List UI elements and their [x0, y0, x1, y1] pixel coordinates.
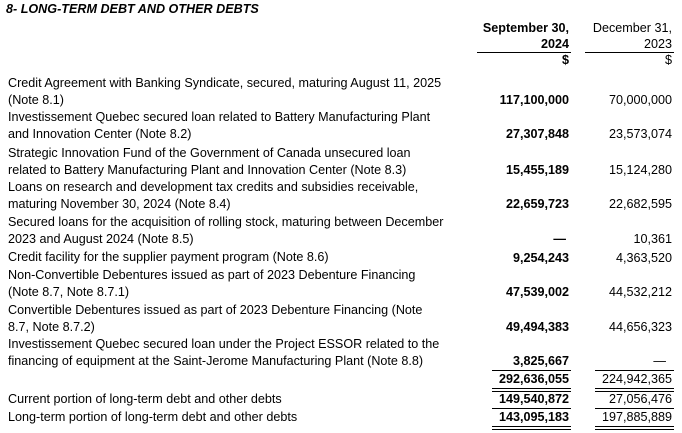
final-double-rule-previous-b [595, 429, 674, 430]
row-value-previous: 44,532,212 [608, 285, 672, 299]
row-value-previous: 44,656,323 [608, 320, 672, 334]
row-description-line: 2023 and August 2024 (Note 8.5) [8, 232, 194, 246]
total-double-rule-previous-a [595, 388, 674, 389]
row-description-line: Credit Agreement with Banking Syndicate, secured, maturing August 11, 2025 [8, 76, 442, 90]
row-description-line: maturing November 30, 2024 (Note 8.4) [8, 197, 231, 211]
column-header-previous-date: December 31, [592, 21, 672, 35]
row-description-line: Loans on research and development tax credits and subsidies receivable, [8, 180, 419, 194]
final-double-rule-current-a [492, 426, 571, 427]
row-description-line: Convertible Debentures issued as part of 2023 Debenture Financing (Note [8, 303, 423, 317]
row-description-line: Investissement Quebec secured loan related to Battery Manufacturing Plant [8, 110, 431, 124]
row-value-previous: 23,573,074 [608, 127, 672, 141]
row-description-line: Non-Convertible Debentures issued as part of 2023 Debenture Financing [8, 268, 416, 282]
row-value-previous: 15,124,280 [608, 163, 672, 177]
row-description-line: and Innovation Center (Note 8.2) [8, 127, 192, 141]
split-row-label: Long-term portion of long-term debt and other debts [8, 410, 298, 424]
total-value-previous: 224,942,365 [601, 372, 672, 386]
row-description [8, 75, 478, 109]
row-value-current: 9,254,243 [512, 251, 569, 265]
row-description [8, 302, 478, 336]
row-value-current: 47,539,002 [505, 285, 569, 299]
row-description-line: Strategic Innovation Fund of the Government of Canada unsecured loan [8, 146, 411, 160]
row-value-previous: 22,682,595 [608, 197, 672, 211]
row-description [8, 109, 478, 143]
row-value-previous: 10,361 [633, 232, 672, 246]
row-value-current: 22,659,723 [505, 197, 569, 211]
split-row-value-previous: 27,056,476 [608, 392, 672, 406]
row-description-line: related to Battery Manufacturing Plant and Innovation Center (Note 8.3) [8, 163, 407, 177]
row-value-previous: 4,363,520 [615, 251, 672, 265]
final-double-rule-previous-a [595, 426, 674, 427]
row-description [8, 267, 478, 301]
row-description-line: Investissement Quebec secured loan under the Project ESSOR related to the [8, 337, 440, 351]
row-description [8, 179, 478, 213]
column-header-previous-year: 2023 [643, 37, 672, 51]
row-value-previous: 70,000,000 [608, 93, 672, 107]
row-value-previous: — [653, 354, 666, 368]
row-description-line: (Note 8.7, Note 8.7.1) [8, 285, 130, 299]
column-header-previous-unit: $ [664, 53, 672, 67]
row-value-current: 117,100,000 [499, 93, 569, 107]
row-description-line: Secured loans for the acquisition of rolling stock, maturing between December [8, 215, 444, 229]
split-row-label: Current portion of long-term debt and other debts [8, 392, 282, 406]
column-header-current-date: September 30, [482, 21, 569, 35]
column-header-previous [593, 20, 672, 68]
row-description [8, 249, 478, 266]
split-row-value-current: 149,540,872 [498, 392, 569, 406]
row-description-line: (Note 8.1) [8, 93, 64, 107]
page-title: 8- LONG-TERM DEBT AND OTHER DEBTS [6, 2, 259, 16]
total-value-current: 292,636,055 [498, 372, 569, 386]
row-description-line: Credit facility for the supplier payment program (Note 8.6) [8, 250, 329, 264]
row-value-current: 3,825,667 [512, 354, 569, 368]
column-header-current-unit: $ [561, 53, 569, 67]
final-double-rule-current-b [492, 429, 571, 430]
total-double-rule-current-a [492, 388, 571, 389]
column-header-current-year: 2024 [540, 37, 569, 51]
row-value-current: 15,455,189 [505, 163, 569, 177]
row-description [8, 214, 478, 248]
header-underline-current [477, 52, 571, 53]
column-header-current [483, 20, 569, 68]
header-underline-previous [585, 52, 674, 53]
row-value-current: 49,494,383 [505, 320, 569, 334]
row-description [8, 145, 478, 179]
row-value-current: 27,307,848 [505, 127, 569, 141]
row-description-line: 8.7, Note 8.7.2) [8, 320, 95, 334]
row-value-current: — [553, 232, 566, 246]
split-row-value-current: 143,095,183 [498, 410, 569, 424]
row-description [8, 336, 478, 370]
split-row-value-previous: 197,885,889 [601, 410, 672, 424]
row-description-line: financing of equipment at the Saint-Jerome Manufacturing Plant (Note 8.8) [8, 354, 424, 368]
